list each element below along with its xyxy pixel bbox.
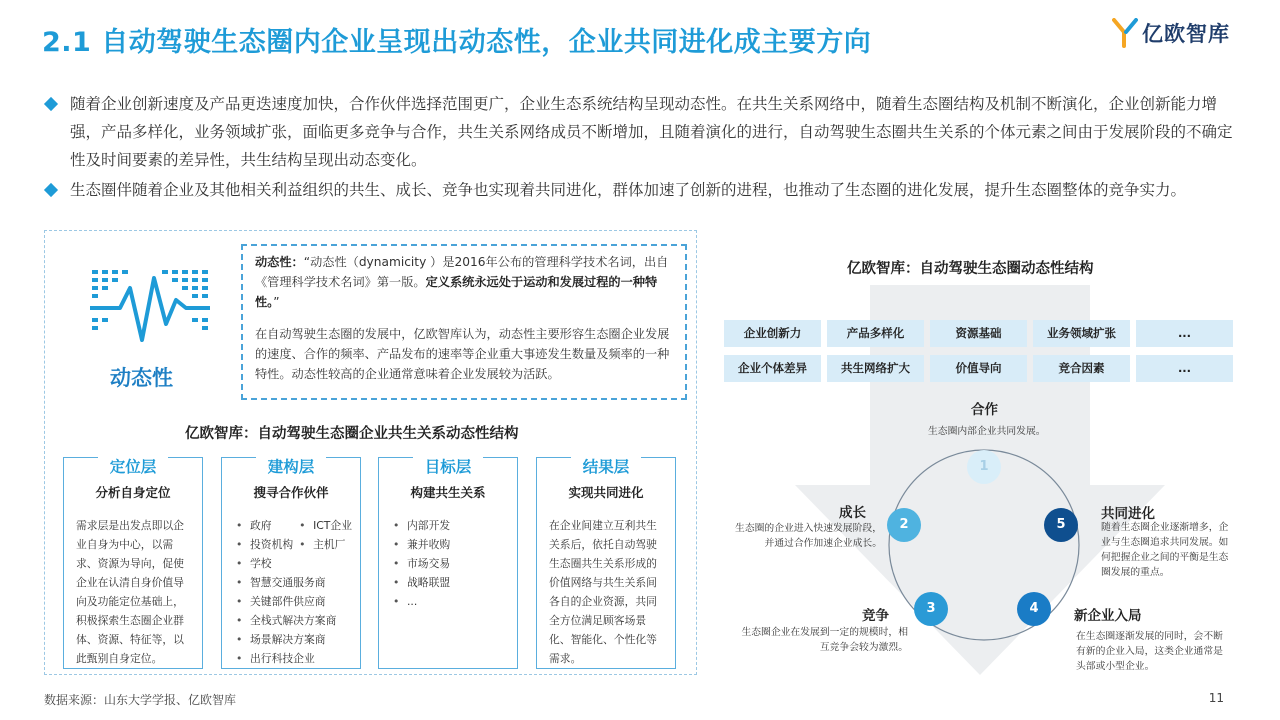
factor-tag: 价值导向	[930, 355, 1027, 382]
definition-explanation: 在自动驾驶生态圈的发展中，亿欧智库认为，动态性主要形容生态圈企业发展的速度、合作的频率、产品发布的速率等企业重大事迹发生数量及频率的一种特性。动态性较高的企业通常意味着企业发展较为活跃。	[255, 327, 670, 381]
list-item: • 场景解决方案商	[234, 630, 352, 649]
data-source: 数据来源：山东大学学报、亿欧智库	[44, 693, 237, 707]
factor-tags	[724, 320, 1236, 390]
bullet-item	[44, 176, 1244, 204]
factor-tag: 竞合因素	[1033, 355, 1130, 382]
cycle-node-1: 1	[967, 450, 1001, 484]
layer-sub: 实现共同进化	[568, 485, 644, 500]
list-item: • 战略联盟	[391, 573, 509, 592]
cycle-desc-2: 生态圈的企业进入快速发展阶段，并通过合作加速企业成长。	[735, 523, 882, 549]
definition-paragraph	[255, 252, 673, 312]
factor-tag: 资源基础	[930, 320, 1027, 347]
factor-tag: 产品多样化	[827, 320, 924, 347]
factor-tag: 业务领域扩张	[1033, 320, 1130, 347]
logo-icon	[1112, 18, 1138, 48]
layer-body	[234, 516, 352, 668]
list-item: • 内部开发	[391, 516, 509, 535]
factor-tag: ...	[1136, 355, 1233, 382]
layer-head: 定位层	[98, 457, 168, 481]
cycle-label-3: 竞争	[862, 608, 889, 624]
cycle-label-1: 合作	[971, 402, 998, 418]
factor-tag: ...	[1136, 320, 1233, 347]
list-item: • 投资机构	[234, 535, 297, 554]
definition-end: ”	[273, 295, 280, 309]
list-item: • 关键部件供应商	[234, 592, 352, 611]
list-item: • 出行科技企业	[234, 649, 352, 668]
factor-tag: 企业创新力	[724, 320, 821, 347]
logo-text: 亿欧智库	[1142, 22, 1230, 46]
list-item: • 兼并收购	[391, 535, 509, 554]
list-item: • ICT企业	[297, 516, 352, 535]
page-title: 2.1 自动驾驶生态圈内企业呈现出动态性，企业共同进化成主要方向	[42, 27, 872, 58]
list-item: • 全栈式解决方案商	[234, 611, 352, 630]
list-item: • ...	[391, 592, 509, 611]
cycle-desc-1: 生态圈内部企业共同发展。	[928, 426, 1046, 437]
list-item: • 学校	[234, 554, 352, 573]
layer-body	[391, 516, 509, 611]
definition-term: 动态性：	[255, 255, 304, 269]
factor-tag: 共生网络扩大	[827, 355, 924, 382]
cycle-node-5: 5	[1044, 508, 1078, 542]
dynamicity-label: 动态性	[110, 366, 173, 390]
bullet-text: 生态圈伴随着企业及其他相关利益组织的共生、成长、竞争也实现着共同进化，群体加速了创新的进程，也推动了生态圈的进化发展，提升生态圈整体的竞争实力。	[70, 181, 1187, 199]
structure-subtitle: 亿欧智库：自动驾驶生态圈企业共生关系动态性结构	[185, 426, 519, 442]
layer-target	[378, 457, 518, 669]
waveform-icon	[90, 268, 210, 348]
cycle-diagram-title: 亿欧智库：自动驾驶生态圈动态性结构	[847, 261, 1094, 277]
diamond-bullet-icon	[44, 183, 58, 197]
layer-body: 需求层是出发点即以企业自身为中心，以需求、资源为导向，促使企业在认清自身价值导向及功能定位基础上，积极探索生态圈企业群体、资源、特征等，以此甄别自身定位。	[76, 519, 184, 665]
layer-construction	[221, 457, 361, 669]
layer-head: 建构层	[256, 457, 326, 481]
cycle-node-2: 2	[887, 508, 921, 542]
diamond-bullet-icon	[44, 97, 58, 111]
bullet-list	[44, 90, 1244, 206]
list-item: • 主机厂	[297, 535, 352, 554]
layer-head: 目标层	[413, 457, 483, 481]
bullet-item	[44, 90, 1244, 174]
layer-head: 结果层	[571, 457, 641, 481]
factor-tag: 企业个体差异	[724, 355, 821, 382]
cycle-label-5: 共同进化	[1101, 506, 1155, 522]
tag-row	[724, 320, 1236, 347]
list-item: • 市场交易	[391, 554, 509, 573]
cycle-desc-4: 在生态圈逐渐发展的同时，会不断有新的企业入局，这类企业通常是头部或小型企业。	[1076, 631, 1223, 672]
cycle-node-4: 4	[1017, 592, 1051, 626]
cycle-desc-3: 生态圈企业在发展到一定的规模时，相互竞争会较为激烈。	[741, 627, 908, 653]
cycle-desc-5: 随着生态圈企业逐渐增多，企业与生态圈追求共同发展。如何把握企业之间的平衡是生态圈发展的重点。	[1101, 522, 1229, 578]
layer-sub: 分析自身定位	[95, 485, 171, 500]
page-number: 11	[1208, 691, 1224, 705]
layer-sub: 构建共生关系	[410, 485, 486, 500]
definition-box	[241, 244, 687, 400]
logo	[1112, 18, 1230, 48]
tag-row	[724, 355, 1236, 382]
cycle-label-2: 成长	[839, 505, 866, 521]
definition-text: “动态性（dynamicity ）是2016年公布的管理科学技术名词，出自《管理科学技术名词》第一版。	[255, 255, 669, 289]
layer-sub: 搜寻合作伙伴	[253, 485, 329, 500]
layer-result	[536, 457, 676, 669]
dynamicity-panel	[44, 230, 697, 675]
layer-body: 在企业间建立互利共生关系后，依托自动驾驶生态圈共生关系形成的价值网络与共生关系间各自的企业资源，共同全方位满足顾客场景化、智能化、个性化等需求。	[549, 519, 657, 665]
definition-bold: 定义系统永远处于运动和发展过程的一种特性。	[255, 275, 658, 309]
cycle-label-4: 新企业入局	[1074, 608, 1142, 624]
bullet-text: 随着企业创新速度及产品更迭速度加快，合作伙伴选择范围更广，企业生态系统结构呈现动态性。在共生关系网络中，随着生态圈结构及机制不断演化，企业创新能力增强，产品多样化，业务领域扩张，面临更多竞争与合作，共生关系网络成员不断增加，且随着演化的进行，自动驾驶生态圈共生关系的个体元素之间由于发展阶段的不确定性及时间要素的差异性，共生结构呈现出动态变化。	[70, 95, 1233, 169]
cycle-node-3: 3	[914, 592, 948, 626]
layer-positioning	[63, 457, 203, 669]
list-item: • 智慧交通服务商	[234, 573, 352, 592]
partner-two-col	[234, 516, 352, 554]
list-item: • 政府	[234, 516, 297, 535]
